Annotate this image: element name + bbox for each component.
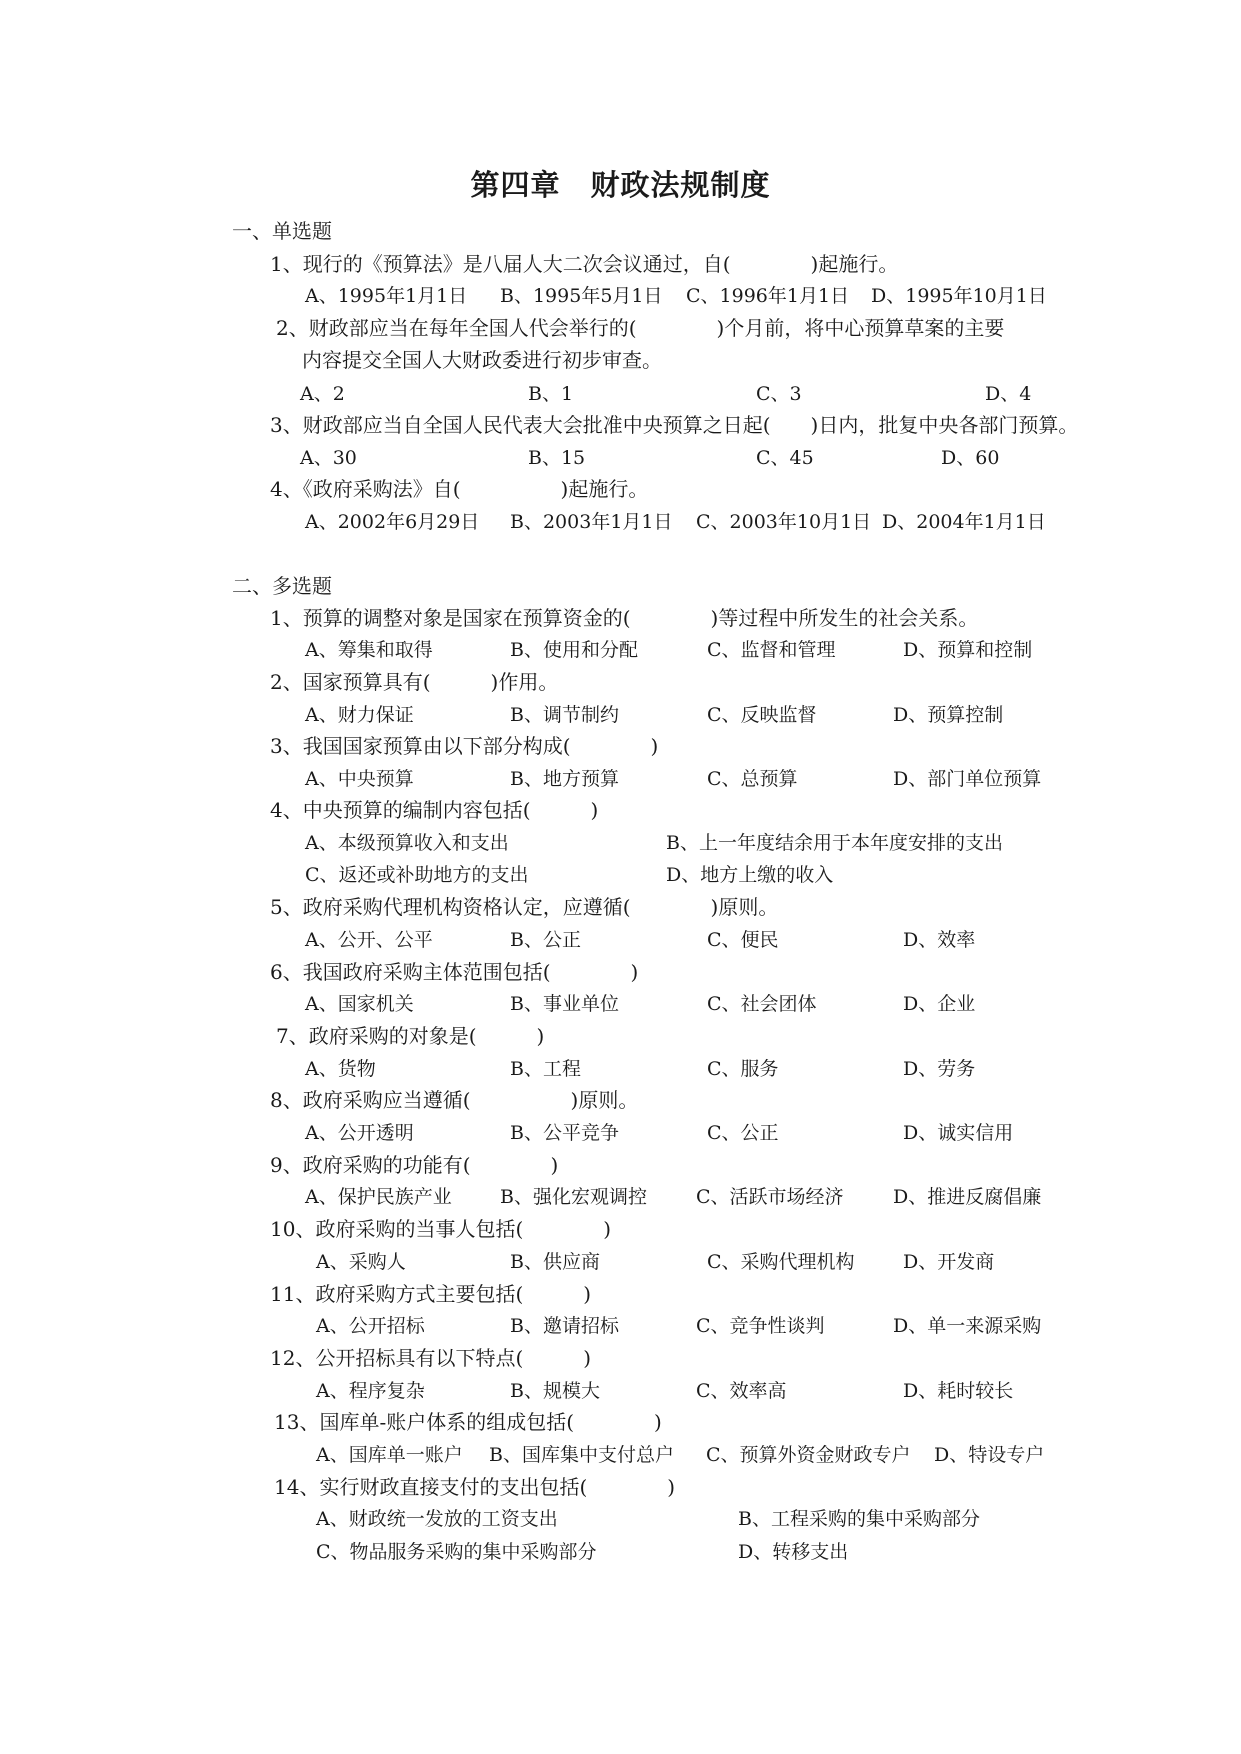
option-c: C、社会团体: [707, 993, 817, 1015]
option-b: B、1: [528, 383, 574, 405]
option-b: B、2003年1月1日: [510, 511, 673, 533]
option-b: B、上一年度结余用于本年度安排的支出: [666, 832, 1003, 854]
option-c: C、预算外资金财政专户: [706, 1444, 911, 1466]
option-b: B、事业单位: [510, 993, 619, 1015]
option-b: B、国库集中支付总户: [489, 1444, 674, 1466]
option-a: A、程序复杂: [316, 1380, 425, 1402]
option-c: C、3: [756, 383, 802, 405]
option-d: D、诚实信用: [903, 1122, 1014, 1144]
question-text: 9、政府采购的功能有( ): [270, 1153, 559, 1177]
option-d: D、劳务: [903, 1058, 976, 1080]
option-d: D、预算控制: [893, 704, 1004, 726]
option-a: A、货物: [305, 1058, 376, 1080]
option-d: D、部门单位预算: [893, 768, 1042, 790]
option-a: A、公开透明: [305, 1122, 414, 1144]
question-text: 2、财政部应当在每年全国人代会举行的( )个月前，将中心预算草案的主要: [276, 316, 1005, 340]
option-a: A、30: [300, 447, 357, 469]
option-b: B、供应商: [510, 1251, 600, 1273]
option-c: C、竞争性谈判: [696, 1315, 825, 1337]
option-a: A、财政统一发放的工资支出: [316, 1508, 558, 1530]
option-d: D、企业: [903, 993, 976, 1015]
option-b: B、规模大: [510, 1380, 600, 1402]
page-title: 第四章 财政法规制度: [470, 168, 771, 202]
option-a: A、本级预算收入和支出: [305, 832, 509, 854]
option-b: B、邀请招标: [510, 1315, 619, 1337]
option-c: C、采购代理机构: [707, 1251, 855, 1273]
question-text: 3、我国国家预算由以下部分构成( ): [270, 734, 659, 758]
question-text: 8、政府采购应当遵循( )原则。: [270, 1088, 639, 1112]
option-b: B、地方预算: [510, 768, 619, 790]
option-d: D、1995年10月1日: [871, 285, 1047, 307]
section-heading-single: 一、单选题: [232, 219, 332, 243]
option-c: C、公正: [707, 1122, 779, 1144]
option-a: A、保护民族产业: [305, 1186, 452, 1208]
option-c: C、总预算: [707, 768, 798, 790]
option-c: C、监督和管理: [707, 639, 836, 661]
question-text: 2、国家预算具有( )作用。: [270, 670, 559, 694]
question-text: 1、现行的《预算法》是八届人大二次会议通过，自( )起施行。: [270, 252, 899, 276]
question-text: 1、预算的调整对象是国家在预算资金的( )等过程中所发生的社会关系。: [270, 606, 979, 630]
option-b: B、使用和分配: [510, 639, 638, 661]
question-text: 12、公开招标具有以下特点( ): [270, 1346, 592, 1370]
option-c: C、活跃市场经济: [696, 1186, 844, 1208]
option-b: B、强化宏观调控: [500, 1186, 647, 1208]
option-a: A、2: [300, 383, 345, 405]
option-a: A、采购人: [316, 1251, 406, 1273]
section-heading-multi: 二、多选题: [232, 574, 332, 598]
option-d: D、特设专户: [934, 1444, 1045, 1466]
option-b: B、1995年5月1日: [500, 285, 663, 307]
question-text: 4、《政府采购法》自( )起施行。: [270, 477, 649, 501]
question-text: 4、中央预算的编制内容包括( ): [270, 798, 599, 822]
option-a: A、公开招标: [316, 1315, 425, 1337]
option-b: B、公正: [510, 929, 581, 951]
option-d: D、地方上缴的收入: [666, 864, 834, 886]
option-d: D、预算和控制: [903, 639, 1033, 661]
option-a: A、筹集和取得: [305, 639, 433, 661]
option-c: C、物品服务采购的集中采购部分: [316, 1541, 597, 1563]
option-b: B、调节制约: [510, 704, 619, 726]
question-text: 5、政府采购代理机构资格认定，应遵循( )原则。: [270, 895, 779, 919]
option-c: C、2003年10月1日: [696, 511, 872, 533]
option-a: A、1995年1月1日: [305, 285, 468, 307]
question-text: 10、政府采购的当事人包括( ): [270, 1217, 612, 1241]
option-c: C、45: [756, 447, 814, 469]
option-d: D、单一来源采购: [893, 1315, 1042, 1337]
option-c: C、便民: [707, 929, 779, 951]
question-text: 3、财政部应当自全国人民代表大会批准中央预算之日起( )日内，批复中央各部门预算。: [270, 413, 1079, 437]
option-d: D、60: [941, 447, 1000, 469]
question-text: 7、政府采购的对象是( ): [276, 1024, 545, 1048]
option-d: D、开发商: [903, 1251, 995, 1273]
option-a: A、2002年6月29日: [305, 511, 480, 533]
option-c: C、1996年1月1日: [686, 285, 850, 307]
option-b: B、工程采购的集中采购部分: [738, 1508, 980, 1530]
option-c: C、服务: [707, 1058, 779, 1080]
option-c: C、返还或补助地方的支出: [305, 864, 529, 886]
question-text-continued: 内容提交全国人大财政委进行初步审查。: [302, 348, 662, 372]
option-d: D、效率: [903, 929, 976, 951]
question-text: 14、实行财政直接支付的支出包括( ): [274, 1475, 676, 1499]
option-d: D、耗时较长: [903, 1380, 1014, 1402]
question-text: 11、政府采购方式主要包括( ): [270, 1282, 592, 1306]
option-c: C、效率高: [696, 1380, 787, 1402]
option-a: A、国家机关: [305, 993, 414, 1015]
option-a: A、公开、公平: [305, 929, 433, 951]
option-d: D、推进反腐倡廉: [893, 1186, 1042, 1208]
option-a: A、财力保证: [305, 704, 414, 726]
option-a: A、中央预算: [305, 768, 414, 790]
option-a: A、国库单一账户: [316, 1444, 463, 1466]
option-b: B、工程: [510, 1058, 581, 1080]
option-b: B、公平竞争: [510, 1122, 619, 1144]
option-b: B、15: [528, 447, 586, 469]
option-d: D、转移支出: [738, 1541, 849, 1563]
option-d: D、4: [985, 383, 1032, 405]
option-d: D、2004年1月1日: [882, 511, 1046, 533]
question-text: 6、我国政府采购主体范围包括( ): [270, 960, 639, 984]
option-c: C、反映监督: [707, 704, 817, 726]
question-text: 13、国库单-账户体系的组成包括( ): [274, 1410, 662, 1434]
